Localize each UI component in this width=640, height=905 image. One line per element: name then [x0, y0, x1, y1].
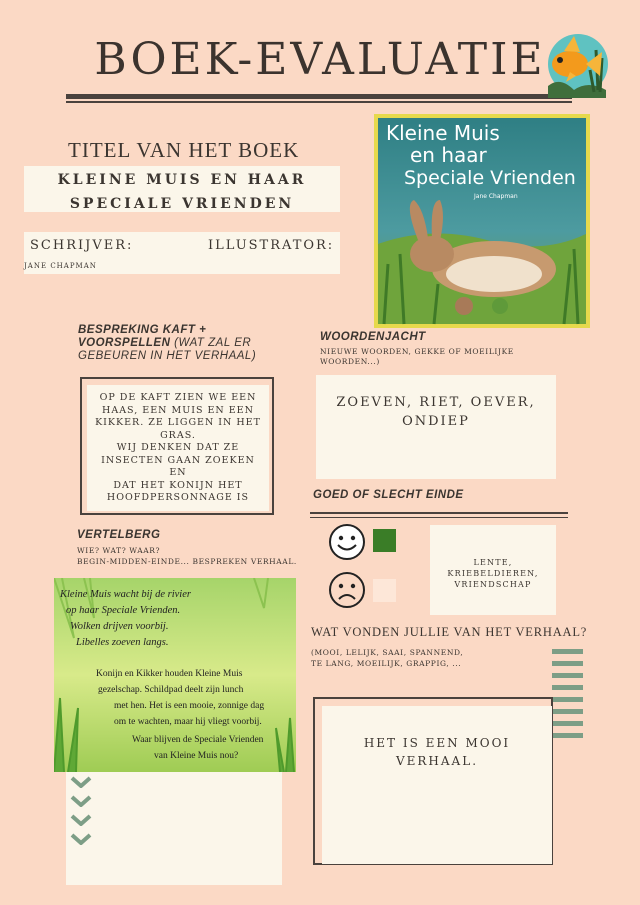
bespreking-line: HAAS, EEN MUIS EN EEN	[102, 404, 254, 416]
vertelberg-heading: VERTELBERG	[77, 529, 161, 541]
sad-face-icon	[328, 571, 366, 609]
einde-keywords	[430, 525, 556, 590]
story-line: van Kleine Muis nou?	[154, 751, 239, 761]
page-title: BOEK-EVALUATIE	[94, 34, 546, 85]
goldfish-icon	[540, 20, 612, 100]
illustrator-label: ILLUSTRATOR:	[208, 238, 335, 253]
cover-title-line-2: en haar	[410, 143, 487, 167]
woordenjacht-box	[316, 375, 556, 479]
book-title-box	[24, 166, 340, 212]
title-underline	[66, 94, 572, 99]
chevron-down-icon	[70, 795, 92, 807]
story-line: op haar Speciale Vrienden.	[66, 605, 181, 616]
story-line: Konijn en Kikker houden Kleine Muis	[96, 669, 243, 679]
decor-stripe	[552, 709, 583, 714]
einde-rule-thin	[310, 517, 568, 518]
decor-stripe	[552, 721, 583, 726]
book-title-line-1: KLEINE MUIS EN HAAR	[57, 172, 307, 188]
slecht-checkbox[interactable]	[373, 579, 396, 602]
title-underline-thin	[66, 101, 572, 103]
mening-sub-line: (MOOI, LELIJK, SAAI, SPANNEND,	[311, 648, 464, 657]
bespreking-line: HOOFDPERSONNAGE IS	[106, 492, 250, 503]
book-title-line-2: SPECIALE VRIENDEN	[69, 196, 295, 212]
einde-heading: GOED OF SLECHT EINDE	[313, 489, 464, 501]
bespreking-line: DAT HET KONIJN HET	[113, 479, 243, 491]
author-label: SCHRIJVER:	[30, 238, 134, 253]
woordenjacht-sub-line: NIEUWE WOORDEN, GEKKE OF MOEILIJKE	[320, 347, 514, 356]
decor-stripe	[552, 649, 583, 654]
title-label: TITEL VAN HET BOEK	[68, 138, 300, 162]
story-line: Kleine Muis wacht bij de rivier	[60, 589, 191, 600]
story-line: Waar blijven de Speciale Vrienden	[132, 735, 264, 745]
woordenjacht-heading: WOORDENJACHT	[320, 331, 426, 343]
mening-heading: WAT VONDEN JULLIE VAN HET VERHAAL?	[311, 625, 588, 639]
decor-stripe	[552, 673, 583, 678]
story-line: met hen. Het is een mooie, zonnige dag	[114, 701, 265, 711]
chevron-down-icon	[70, 833, 92, 845]
einde-keyword: LENTE,	[473, 558, 513, 567]
bespreking-line: INSECTEN GAAN ZOEKEN EN	[101, 454, 255, 478]
bespreking-heading-main: BESPREKING KAFT + VOORSPELLEN	[78, 324, 207, 349]
einde-keywords-box	[430, 525, 556, 615]
einde-rule	[310, 512, 568, 514]
vertelberg-sub	[77, 545, 297, 567]
happy-face-icon	[328, 523, 366, 561]
goed-checkbox[interactable]	[373, 529, 396, 552]
woordenjacht-sub	[320, 347, 560, 367]
story-page-image	[54, 578, 296, 772]
woordenjacht-words	[316, 375, 556, 431]
bespreking-line: OP DE KAFT ZIEN WE EEN	[99, 392, 257, 403]
bespreking-text	[87, 385, 269, 511]
story-line: om te wachten, maar hij vliegt voorbij.	[114, 717, 262, 727]
mening-answer-line: VERHAAL.	[395, 754, 479, 768]
woordenjacht-words-line-2: ONDIEP	[402, 414, 470, 429]
author-value: JANE CHAPMAN	[24, 262, 97, 270]
decor-stripe	[552, 685, 583, 690]
cover-author: Jane Chapman	[474, 193, 518, 200]
bespreking-heading-sub: (WAT ZAL ER GEBEUREN IN HET VERHAAL)	[78, 337, 257, 362]
decor-stripe	[552, 697, 583, 702]
book-cover	[374, 114, 590, 328]
chevron-down-icon	[70, 814, 92, 826]
vertelberg-sub-line: WIE? WAT? WAAR?	[77, 546, 161, 555]
story-line: Wolken drijven voorbij.	[70, 621, 169, 632]
cover-title-line-1: Kleine Muis	[386, 121, 500, 145]
woordenjacht-sub-line: WOORDEN...)	[320, 357, 380, 366]
mening-paper	[322, 706, 552, 864]
mening-sub-line: TE LANG, MOEILIJK, GRAPPIG, ...	[311, 659, 462, 668]
decor-stripe	[552, 661, 583, 666]
vertelberg-sub-line: BEGIN-MIDDEN-EINDE... BESPREKEN VERHAAL.	[77, 557, 297, 566]
story-line: gezelschap. Schildpad deelt zijn lunch	[98, 685, 244, 695]
chevron-down-icon	[70, 776, 92, 788]
mening-answer-line: HET IS EEN MOOI	[363, 736, 511, 750]
cover-title-line-3: Speciale Vrienden	[404, 167, 576, 189]
bespreking-line: GRAS.	[160, 429, 196, 441]
einde-keyword: KRIEBELDIEREN,	[447, 569, 539, 578]
einde-keyword: VRIENDSCHAP	[454, 580, 532, 589]
woordenjacht-words-line-1: ZOEVEN, RIET, OEVER,	[336, 395, 536, 410]
bespreking-line: KIKKER. ZE LIGGEN IN HET	[95, 417, 261, 428]
decor-stripe	[552, 733, 583, 738]
mening-sub	[311, 647, 551, 669]
mening-answer	[322, 734, 552, 770]
bespreking-heading	[78, 324, 298, 363]
story-line: Libelles zoeven langs.	[76, 637, 169, 648]
bespreking-line: WIJ DENKEN DAT ZE	[116, 442, 240, 453]
